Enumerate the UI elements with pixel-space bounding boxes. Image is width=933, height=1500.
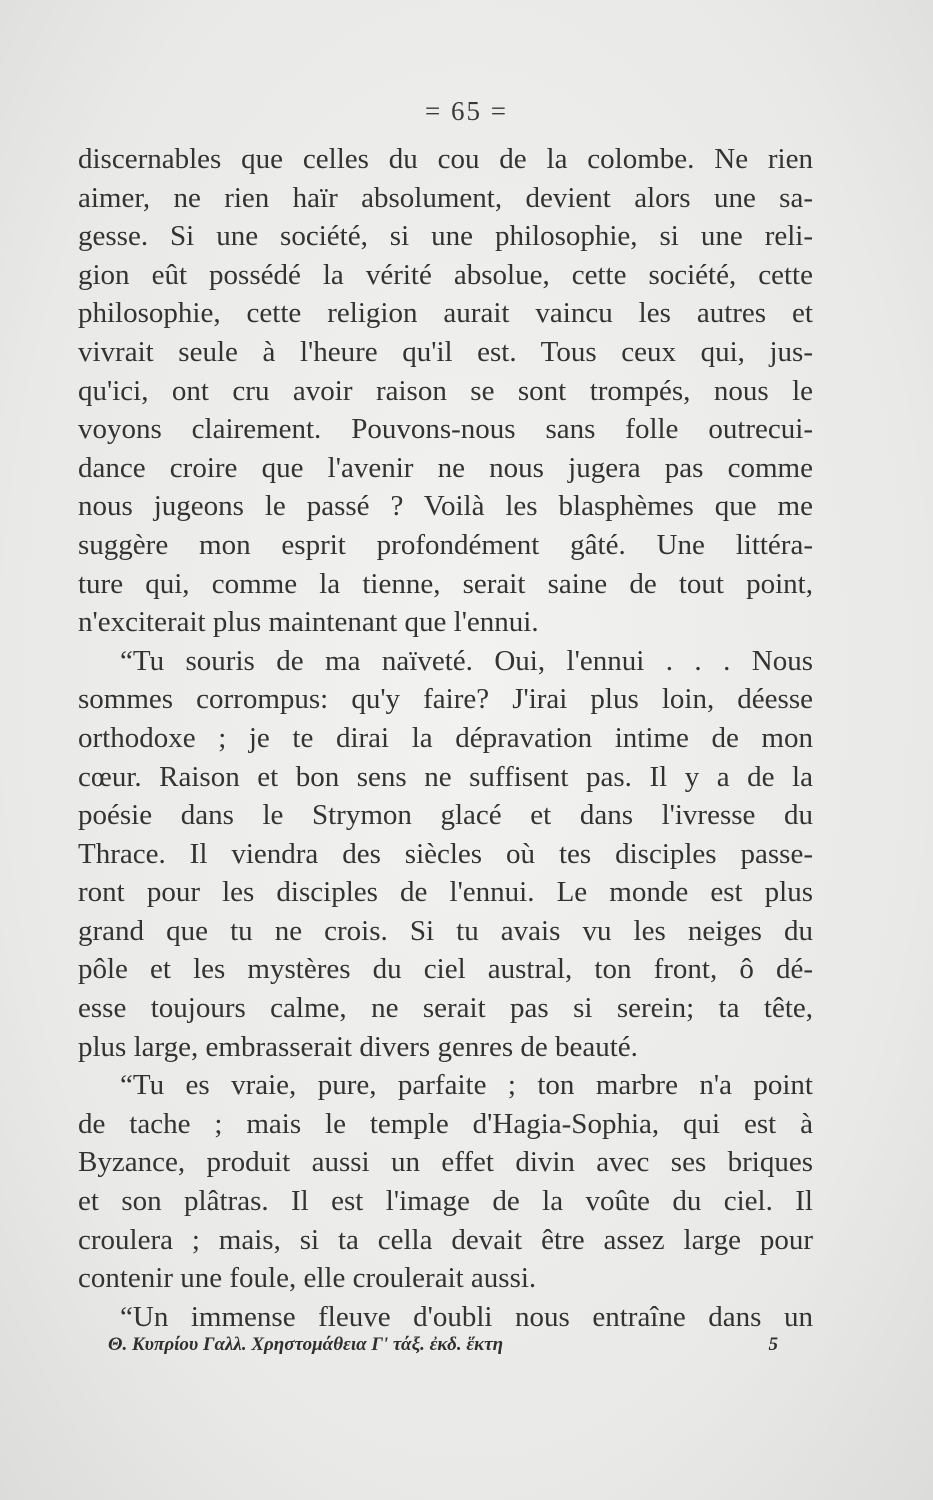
text-line: poésie dans le Strymon glacé et dans l'ivresse du (78, 799, 813, 832)
text-line: nous jugeons le passé ? Voilà les blasphèmes que me (78, 490, 813, 523)
text-line: plus large, embrasserait divers genres de beauté. (78, 1030, 638, 1063)
text-line: contenir une foule, elle croulerait aussi. (78, 1262, 537, 1295)
text-line: gion eût possédé la vérité absolue, cette société, cette (78, 258, 813, 291)
text-line: “Tu souris de ma naïveté. Oui, l'ennui . . . Nous (120, 644, 813, 677)
text-line: Thrace. Il viendra des siècles où tes disciples passe- (78, 837, 813, 870)
text-line: ront pour les disciples de l'ennui. Le monde est plus (78, 876, 813, 909)
page-number: = 65 = (425, 96, 508, 126)
text-line: aimer, ne rien haïr absolument, devient alors une sa- (78, 181, 813, 214)
text-line: grand que tu ne crois. Si tu avais vu les neiges du (78, 914, 813, 947)
text-line: Byzance, produit aussi un effet divin avec ses briques (78, 1146, 813, 1179)
text-line: philosophie, cette religion aurait vaincu les autres et (78, 297, 813, 330)
page-footer (108, 1334, 778, 1356)
text-line: “Un immense fleuve d'oubli nous entraîne dans un (120, 1300, 813, 1333)
text-line: orthodoxe ; je te dirai la dépravation intime de mon (78, 721, 813, 754)
text-line: croulera ; mais, si ta cella devait être assez large pour (78, 1223, 813, 1256)
body-text (78, 140, 813, 1336)
signature-line: Θ. Κυπρίου Γαλλ. Χρηστομάθεια Γ' τάξ. ἐκδ. ἕκτη (108, 1334, 504, 1355)
text-line: cœur. Raison et bon sens ne suffisent pas. Il y a de la (78, 760, 813, 793)
text-line: voyons clairement. Pouvons-nous sans folle outrecui- (78, 413, 813, 446)
text-line: discernables que celles du cou de la colombe. Ne rien (78, 143, 813, 175)
text-line: qu'ici, ont cru avoir raison se sont trompés, nous le (78, 374, 813, 407)
text-line: et son plâtras. Il est l'image de la voûte du ciel. Il (78, 1185, 813, 1218)
text-line: dance croire que l'avenir ne nous jugera pas comme (78, 451, 813, 484)
text-line: pôle et les mystères du ciel austral, ton front, ô dé- (78, 953, 813, 986)
text-line: ture qui, comme la tienne, serait saine de tout point, (78, 567, 813, 600)
text-line: suggère mon esprit profondément gâté. Une littéra- (78, 528, 813, 561)
text-line: esse toujours calme, ne serait pas si serein; ta tête, (78, 992, 813, 1025)
text-line: n'exciterait plus maintenant que l'ennui. (78, 606, 539, 639)
text-line: sommes corrompus: qu'y faire? J'irai plus loin, déesse (78, 683, 813, 716)
text-line: vivrait seule à l'heure qu'il est. Tous ceux qui, jus- (78, 335, 813, 368)
text-line: de tache ; mais le temple d'Hagia-Sophia, qui est à (78, 1107, 813, 1140)
text-line: “Tu es vraie, pure, parfaite ; ton marbre n'a point (120, 1069, 813, 1102)
text-line: gesse. Si une société, si une philosophie, si une reli- (78, 220, 813, 253)
sheet-number: 5 (768, 1334, 778, 1355)
